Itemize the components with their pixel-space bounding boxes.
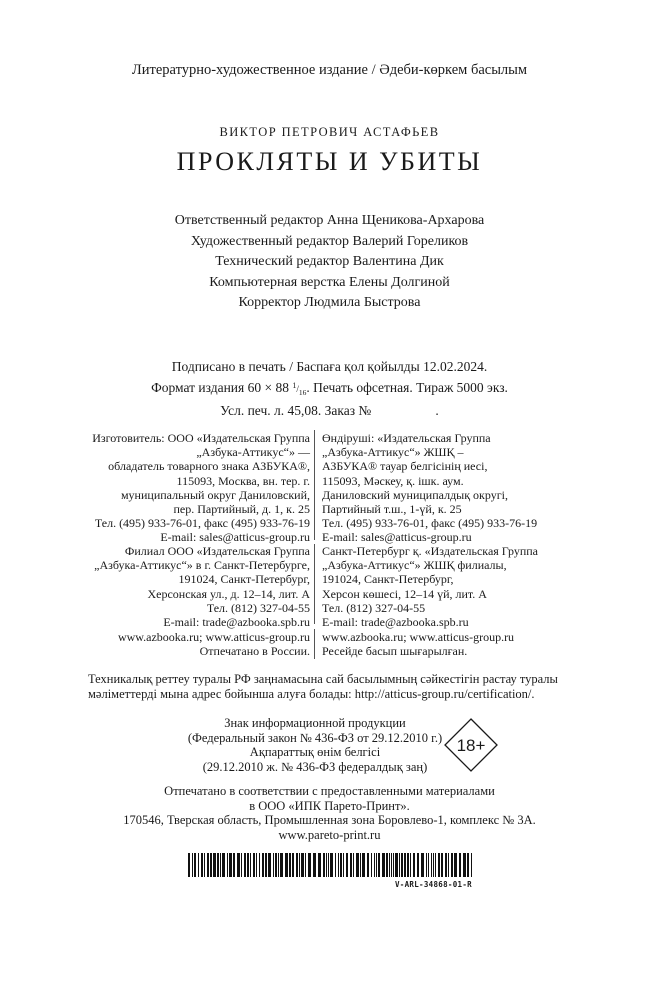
barcode-bar <box>285 853 288 877</box>
barcode-bar <box>229 853 232 877</box>
printed-in: Ресейде басып шығарылған. <box>322 644 468 659</box>
barcode-bar <box>350 853 352 877</box>
branch-line: E-mail: trade@azbooka.spb.ru <box>322 615 469 630</box>
barcode-bar <box>265 853 267 877</box>
barcode-bar <box>233 853 235 877</box>
branch-line: Тел. (812) 327-04-55 <box>322 600 426 615</box>
manufacturer-line: E-mail: sales@atticus-group.ru <box>160 530 310 545</box>
barcode-bar <box>386 853 388 877</box>
manufacturer-line: обладатель товарного знака АЗБУКА®, <box>108 459 310 474</box>
printer-line: Отпечатано в соответствии с предоставленными материалами <box>164 784 495 798</box>
barcode-bar <box>378 853 380 877</box>
printed-in: Отпечатано в России. <box>199 644 310 659</box>
barcode-bar <box>382 853 385 877</box>
barcode <box>188 853 472 883</box>
author-name: ВИКТОР ПЕТРОВИЧ АСТАФЬЕВ <box>219 125 440 139</box>
sign-line: (Федеральный закон № 436-ФЗ от 29.12.2010 г.) <box>187 730 443 745</box>
barcode-bar <box>330 853 333 877</box>
barcode-bar <box>471 853 472 877</box>
format-denominator: 16 <box>298 387 307 397</box>
format-line <box>0 377 659 402</box>
barcode-bar <box>273 853 274 877</box>
barcode-bar <box>328 853 329 877</box>
manufacturer-line: пер. Партийный, д. 1, к. 25 <box>173 502 310 517</box>
branch-line: „Азбука-Аттикус“» ЖШҚ филиалы, <box>322 558 507 573</box>
barcode-bar <box>435 853 436 877</box>
barcode-bar <box>301 853 304 877</box>
print-info <box>0 358 659 420</box>
barcode-bar <box>374 853 375 877</box>
barcode-bar <box>318 853 321 877</box>
age-rating-badge <box>443 717 499 773</box>
barcode-bar <box>401 853 403 877</box>
column-divider <box>314 544 315 624</box>
barcode-bar <box>217 853 219 877</box>
barcode-bar <box>207 853 209 877</box>
barcode-bar <box>192 853 193 877</box>
format-prefix: Формат издания 60 × 88 <box>151 379 293 395</box>
barcode-bar <box>433 853 434 877</box>
barcode-bar <box>448 853 449 877</box>
format-fraction: $^1/_{16}$ <box>292 380 307 397</box>
barcode-bar <box>326 853 327 877</box>
column-divider <box>314 629 315 659</box>
manufacturer-line: E-mail: sales@atticus-group.ru <box>322 530 472 545</box>
barcode-bar <box>404 853 406 877</box>
barcode-bar <box>237 853 240 877</box>
barcode-bar <box>323 853 325 877</box>
barcode-bar <box>278 853 279 877</box>
info-product-sign <box>180 716 450 774</box>
barcode-bar <box>262 853 264 877</box>
branch-kz <box>322 544 587 629</box>
printer-line: в ООО «ИПК Парето-Принт». <box>249 798 410 813</box>
staff-line: Корректор Людмила Быстрова <box>238 295 421 311</box>
printer-line: www.pareto-print.ru <box>278 827 381 842</box>
web-links: www.azbooka.ru; www.atticus-group.ru <box>117 630 310 644</box>
branch-line: 191024, Санкт-Петербург, <box>178 572 310 587</box>
format-suffix: . Печать офсетная. Тираж 5000 экз. <box>306 379 508 395</box>
barcode-bar <box>256 853 257 877</box>
barcode-bar <box>463 853 466 877</box>
branch-line: Херсон көшесі, 12–14 үй, лит. А <box>322 586 487 601</box>
edition-type: Литературно-художественное издание / Әдеби-көркем басылым <box>131 62 528 78</box>
branch-line: 191024, Санкт-Петербург, <box>322 572 454 587</box>
web-ru <box>70 630 310 658</box>
barcode-bar <box>346 853 348 877</box>
manufacturer-line: „Азбука-Аттикус“» — <box>196 445 310 460</box>
barcode-label: V-ARL-34868-01-R <box>394 880 472 889</box>
barcode-bar <box>428 853 429 877</box>
barcode-bar <box>222 853 225 877</box>
manufacturer-line: 115093, Мәскеу, қ. ішк. аум. <box>322 473 464 488</box>
branch-line: „Азбука-Аттикус“» в г. Санкт-Петербурге, <box>94 558 310 573</box>
barcode-bar <box>296 853 298 877</box>
signed-date: Подписано в печать / Баспаға қол қойылды 12.02.2024. <box>171 359 488 374</box>
barcode-bar <box>210 853 212 877</box>
printed-by <box>0 784 659 842</box>
manufacturer-ru <box>70 431 310 545</box>
barcode-bar <box>340 853 342 877</box>
barcode-bar <box>393 853 394 877</box>
barcode-bar <box>395 853 398 877</box>
manufacturer-line: Изготовитель: ООО «Издательская Группа <box>92 431 310 445</box>
barcode-bar <box>417 853 419 877</box>
barcode-bar <box>467 853 469 877</box>
barcode-bar <box>454 853 457 877</box>
barcode-bar <box>201 853 203 877</box>
sign-line: (29.12.2010 ж. № 436-ФЗ федералдық заң) <box>202 759 428 774</box>
branch-line: E-mail: trade@azbooka.spb.ru <box>163 615 310 630</box>
web-kz <box>322 630 587 658</box>
barcode-bar <box>198 853 199 877</box>
branch-ru <box>70 544 310 629</box>
sign-line: Ақпараттық өнім белгісі <box>249 745 381 759</box>
barcode-bar <box>360 853 361 877</box>
barcode-bar <box>338 853 339 877</box>
barcode-bar <box>389 853 390 877</box>
barcode-bar <box>356 853 359 877</box>
sheets-order: Усл. печ. л. 45,08. Заказ № . <box>220 402 439 418</box>
tech-line: мәліметтерді мына адрес бойынша алуға болады: http://atticus-group.ru/certification/. <box>88 686 535 701</box>
manufacturer-line: „Азбука-Аттикус“» ЖШҚ – <box>322 445 464 460</box>
web-links: www.azbooka.ru; www.atticus-group.ru <box>322 630 515 644</box>
manufacturer-kz <box>322 431 587 545</box>
column-divider <box>314 430 315 540</box>
manufacturer-line: Даниловский муниципалдық округі, <box>322 487 508 502</box>
branch-line: Херсонская ул., д. 12–14, лит. А <box>147 586 310 601</box>
barcode-bar <box>407 853 409 877</box>
barcode-bar <box>305 853 306 877</box>
branch-line: Санкт-Петербург қ. «Издательская Группа <box>322 544 538 558</box>
barcode-bar <box>227 853 228 877</box>
barcode-bar <box>335 853 336 877</box>
barcode-bar <box>220 853 221 877</box>
barcode-bar <box>259 853 260 877</box>
barcode-bar <box>275 853 277 877</box>
format-numerator: 1 <box>292 380 297 390</box>
manufacturer-line: Тел. (495) 933-76-01, факс (495) 933-76-19 <box>94 516 310 531</box>
age-rating: 18+ <box>456 736 486 755</box>
barcode-bar <box>438 853 440 877</box>
barcode-bar <box>241 853 242 877</box>
barcode-bar <box>247 853 249 877</box>
staff-line: Ответственный редактор Анна Щеникова-Архарова <box>174 213 485 228</box>
barcode-bar <box>371 853 372 877</box>
manufacturer-line: Тел. (495) 933-76-01, факс (495) 933-76-19 <box>322 516 538 531</box>
barcode-bar <box>399 853 400 877</box>
barcode-bar <box>410 853 411 877</box>
manufacturer-line: Партийный т.ш., 1-үй, к. 25 <box>322 502 462 517</box>
barcode-bar <box>194 853 196 877</box>
manufacturer-line: АЗБУКА® тауар белгісінің иесі, <box>322 459 488 474</box>
barcode-bar <box>353 853 354 877</box>
barcode-bar <box>441 853 443 877</box>
printer-line: 170546, Тверская область, Промышленная зона Боровлево-1, комплекс № 3А. <box>123 813 536 827</box>
barcode-bar <box>250 853 251 877</box>
barcode-bar <box>445 853 447 877</box>
book-title: ПРОКЛЯТЫ И УБИТЫ <box>176 147 483 176</box>
barcode-bar <box>451 853 453 877</box>
branch-line: Филиал ООО «Издательская Группа <box>124 544 310 558</box>
staff-line: Компьютерная верстка Елены Долгиной <box>209 274 450 290</box>
staff-credits <box>0 211 659 314</box>
barcode-bar <box>376 853 377 877</box>
barcode-bar <box>289 853 291 877</box>
barcode-bar <box>244 853 246 877</box>
barcode-bar <box>292 853 294 877</box>
tech-regulation <box>88 672 588 701</box>
barcode-bar <box>253 853 255 877</box>
barcode-bar <box>362 853 365 877</box>
staff-line: Технический редактор Валентина Дик <box>215 254 444 270</box>
barcode-bar <box>431 853 432 877</box>
barcode-bar <box>299 853 300 877</box>
barcode-bar <box>188 853 190 877</box>
manufacturer-line: муниципальный округ Даниловский, <box>120 487 310 502</box>
staff-line: Художественный редактор Валерий Гореликов <box>190 233 469 249</box>
barcode-bar <box>421 853 424 877</box>
barcode-bar <box>426 853 427 877</box>
barcode-bar <box>343 853 344 877</box>
barcode-bar <box>308 853 311 877</box>
barcode-bar <box>313 853 316 877</box>
barcode-bar <box>367 853 369 877</box>
barcode-bar <box>204 853 205 877</box>
barcode-bar <box>213 853 216 877</box>
tech-line: Техникалық реттеу туралы РФ заңнамасына сай басылымның сәйкестігін растау туралы <box>88 672 558 686</box>
barcode-bar <box>391 853 392 877</box>
barcode-bar <box>459 853 461 877</box>
manufacturer-line: 115093, Москва, вн. тер. г. <box>176 473 310 488</box>
barcode-bar <box>268 853 271 877</box>
barcode-bar <box>413 853 415 877</box>
manufacturer-line: Өндіруші: «Издательская Группа <box>322 431 491 445</box>
barcode-bar <box>280 853 283 877</box>
branch-line: Тел. (812) 327-04-55 <box>206 600 310 615</box>
sign-line: Знак информационной продукции <box>224 716 406 730</box>
